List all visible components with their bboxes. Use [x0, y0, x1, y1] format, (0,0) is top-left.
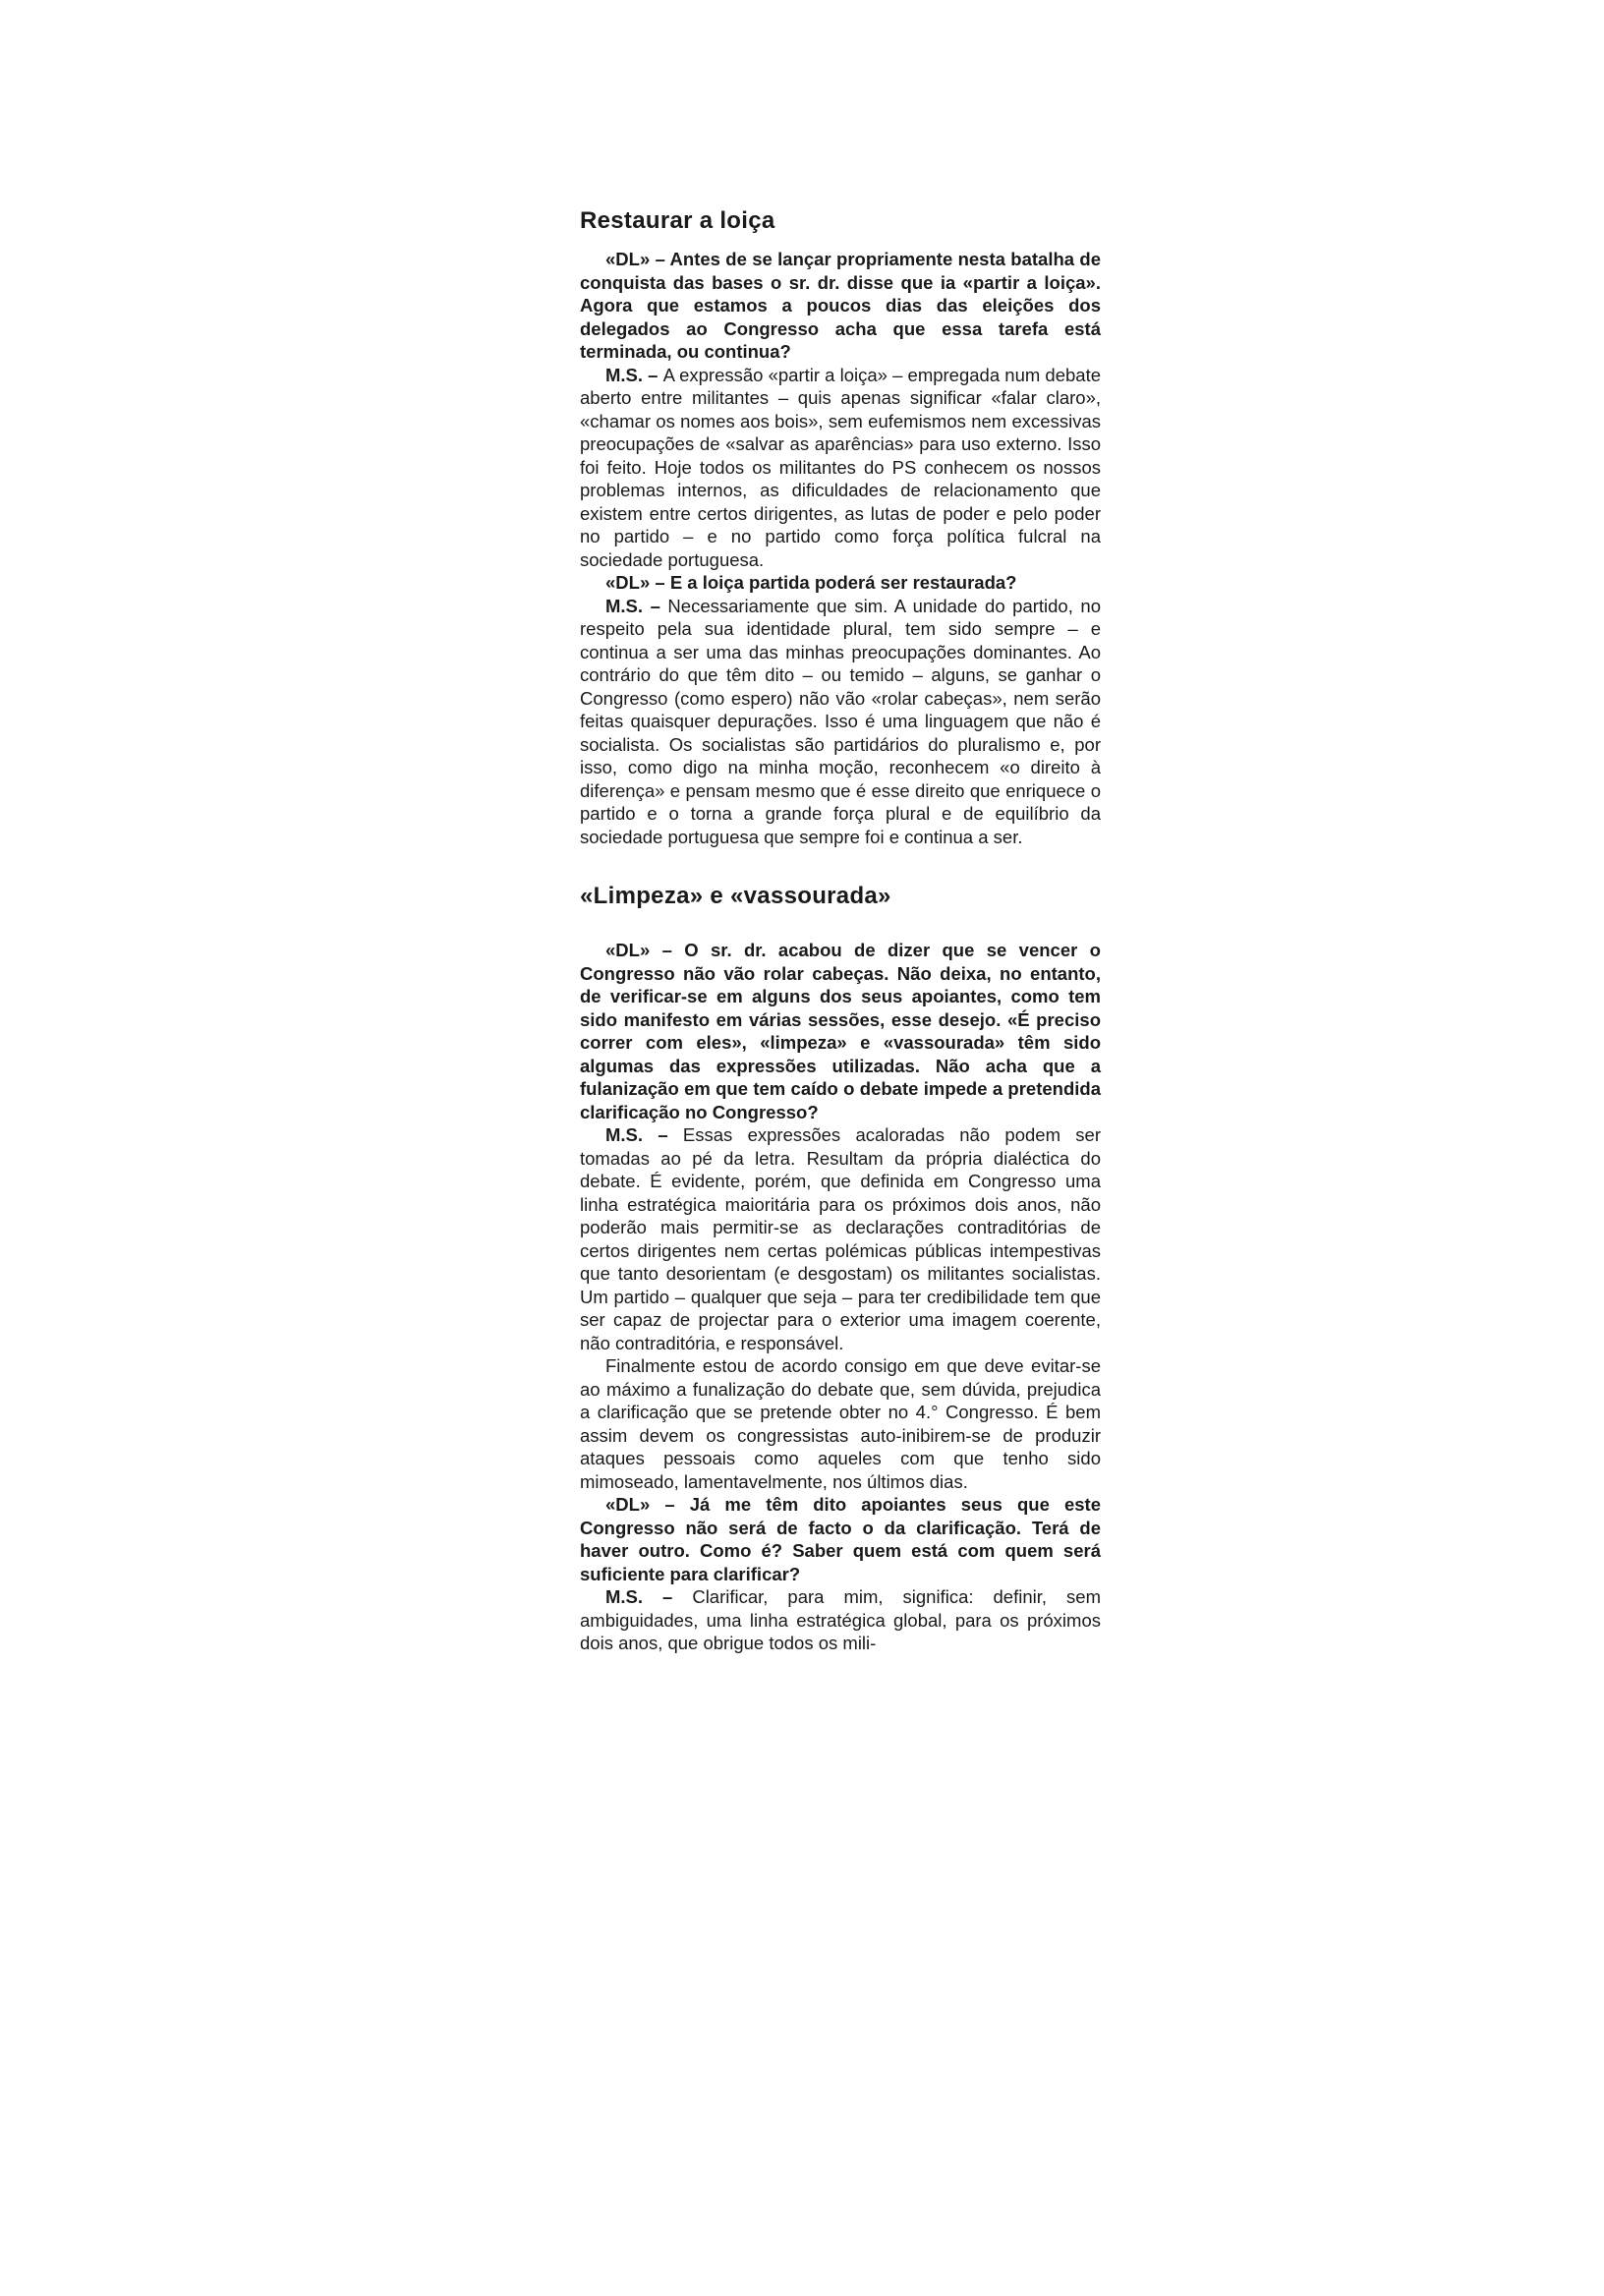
interview-answer — [580, 595, 1101, 849]
paragraph-text: Essas expressões acaloradas não podem ser tomadas ao pé da letra. Resultam da própria dialéctica do debate. É evidente, porém, que definida em Congresso uma linha estratégica maioritária para os próximos dois anos, não poderão mais permitir-se as declarações contraditórias de certos dirigentes nem certas polémicas públicas intempestivas que tanto desorientam (e desgostam) os militantes socialistas. Um partido – qualquer que seja – para ter credibilidade tem que ser capaz de projectar para o exterior uma imagem coerente, não contraditória, e responsável. — [580, 1124, 1101, 1353]
article-column — [580, 206, 1101, 1655]
paragraph-text: Necessariamente que sim. A unidade do partido, no respeito pela sua identidade plural, tem sido sempre – e continua a ser uma das minhas preocupações dominantes. Ao contrário do que têm dito – ou temido – alguns, se ganhar o Congresso (como espero) não vão «rolar cabeças», nem serão feitas quaisquer depurações. Isso é uma linguagem que não é socialista. Os socialistas são partidários do pluralismo e, por isso, como digo na minha moção, reconhecem «o direito à diferença» e pensam mesmo que é esse direito que enriquece o partido e o torna a grande força plural e de equilíbrio da sociedade portuguesa que sempre foi e continua a ser. — [580, 595, 1101, 847]
speaker-label: «DL» – — [605, 249, 670, 269]
speaker-label: «DL» – — [605, 1494, 690, 1515]
paragraph-text: A expressão «partir a loiça» – empregada num debate aberto entre militantes – quis apenas significar «falar claro», «chamar os nomes aos bois», sem eufemismos nem excessivas preocupações de «salvar as aparências» para uso externo. Isso foi feito. Hoje todos os militantes do PS conhecem os nossos problemas internos, as dificuldades de relacionamento que existem entre certos dirigentes, as lutas de poder e pelo poder no partido – e no partido como força política fulcral na sociedade portuguesa. — [580, 364, 1101, 570]
paragraph-text: Finalmente estou de acordo consigo em que deve evitar-se ao máximo a funalização do debate que, sem dúvida, prejudica a clarificação que se pretende obter no 4.° Congresso. É bem assim devem os congressistas auto-inibirem-se de produzir ataques pessoais como aqueles com que tenho sido mimoseado, lamentavelmente, nos últimos dias. — [580, 1355, 1101, 1492]
paragraph-text: E a loiça partida poderá ser restaurada? — [669, 572, 1017, 593]
paragraph-text: Clarificar, para mim, significa: definir, sem ambiguidades, uma linha estratégica global, para os próximos dois anos, que obrigue todos os mili- — [580, 1586, 1101, 1653]
interview-answer — [580, 1354, 1101, 1493]
interview-answer — [580, 1585, 1101, 1655]
speaker-label: M.S. – — [605, 595, 668, 616]
interview-question — [580, 571, 1101, 595]
section-title: «Limpeza» e «vassourada» — [580, 883, 891, 909]
interview-question — [580, 1493, 1101, 1585]
speaker-label: M.S. – — [605, 1124, 683, 1145]
paragraph-text: Já me têm dito apoiantes seus que este Congresso não será de facto o da clarificação. Terá de haver outro. Como é? Saber quem está com quem será suficiente para clarificar? — [580, 1494, 1101, 1584]
speaker-label: «DL» – — [605, 940, 685, 960]
spacer — [580, 923, 1101, 939]
interview-answer — [580, 1123, 1101, 1354]
interview-question — [580, 939, 1101, 1123]
interview-answer — [580, 364, 1101, 572]
interview-question — [580, 248, 1101, 364]
paragraph-text: O sr. dr. acabou de dizer que se vencer o Congresso não vão rolar cabeças. Não deixa, no entanto, de verificar-se em alguns dos seus apoiantes, como tem sido manifesto em várias sessões, esse desejo. «É preciso correr com eles», «limpeza» e «vassourada» têm sido algumas das expressões utilizadas. Não acha que a fulanização em que tem caído o debate impede a pretendida clarificação no Congresso? — [580, 940, 1101, 1122]
section-title: Restaurar a loiça — [580, 207, 775, 234]
speaker-label: M.S. – — [605, 364, 663, 385]
paragraph-text: Antes de se lançar propriamente nesta batalha de conquista das bases o sr. dr. disse que ia «partir a loiça». Agora que estamos a poucos dias das eleições dos delegados ao Congresso acha que essa tarefa está terminada, ou continua? — [580, 249, 1101, 362]
speaker-label: M.S. – — [605, 1586, 693, 1607]
speaker-label: «DL» – — [605, 572, 670, 593]
